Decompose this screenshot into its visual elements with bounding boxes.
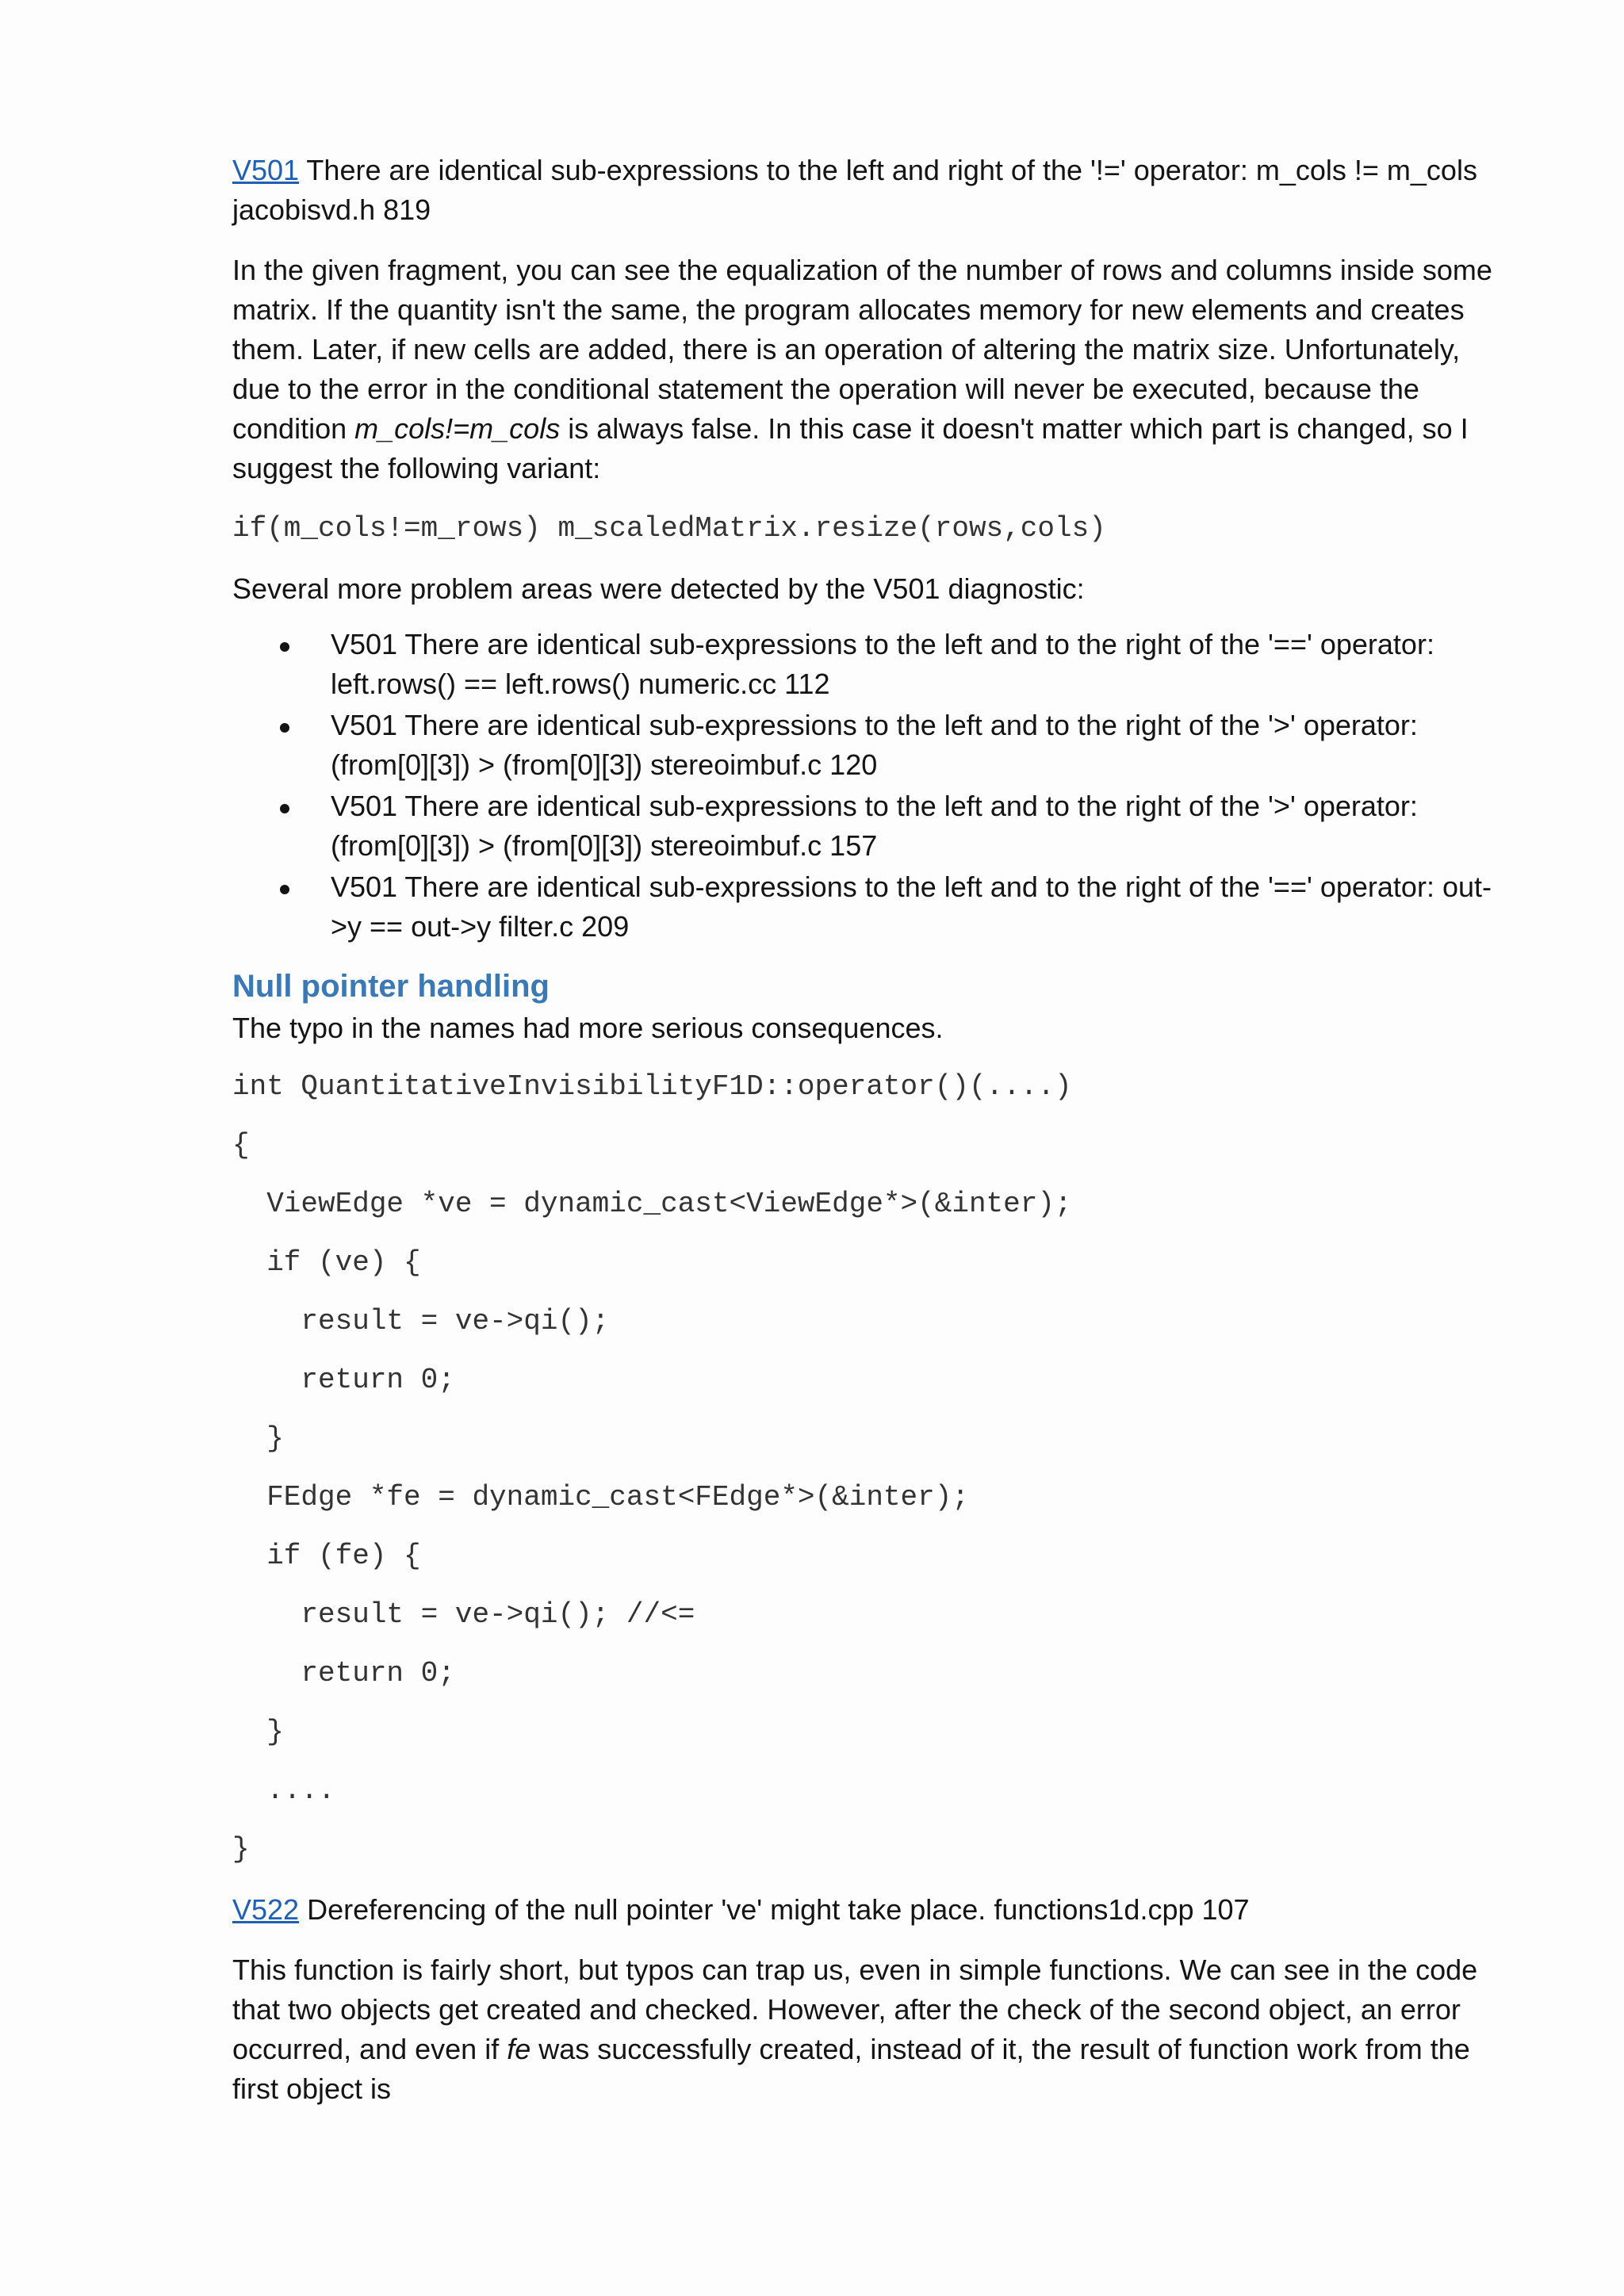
bullet-icon [280, 804, 289, 813]
code-line: FEdge *fe = dynamic_cast<FEdge*>(&inter); [232, 1481, 969, 1513]
v501-link[interactable]: V501 [232, 154, 300, 186]
section-intro: The typo in the names had more serious consequences. [232, 1012, 944, 1044]
code-line: .... [232, 1774, 335, 1807]
code-line: int QuantitativeInvisibilityF1D::operator()(....) [232, 1070, 1072, 1103]
list-item [232, 625, 1502, 704]
list-item-text: V501 There are identical sub-expressions to the left and to the right of the '>' operator: (from[0][3]) > (from[0][3]) stereoimbuf.c 120 [331, 709, 1418, 781]
code-line: } [232, 1422, 284, 1455]
code-line: return 0; [232, 1657, 455, 1689]
bullet-icon [280, 885, 289, 894]
code-line: if (fe) { [232, 1540, 421, 1572]
more-problems-intro: Several more problem areas were detected by the V501 diagnostic: [232, 572, 1085, 605]
code-line: } [232, 1833, 250, 1866]
diagnostic-v522 [232, 1890, 1502, 1930]
suggested-fix-code: if(m_cols!=m_rows) m_scaledMatrix.resize(rows,cols) [232, 512, 1106, 545]
closing-text-2: was successfully created, instead of it, the result of function work from the first object is [232, 2033, 1470, 2105]
explanation-italic: m_cols!=m_cols [354, 412, 561, 445]
diagnostic-list [232, 625, 1502, 947]
bullet-icon [280, 642, 289, 652]
code-line: return 0; [232, 1364, 455, 1396]
explanation-text-2: is always false. In this case it doesn't matter which part is changed, so I suggest the following variant: [232, 412, 1469, 484]
list-item-text: V501 There are identical sub-expressions to the left and to the right of the '==' operator: out->y == out->y filter.c 209 [331, 871, 1492, 943]
code-line: { [232, 1129, 250, 1161]
list-item [232, 867, 1502, 947]
code-line: if (ve) { [232, 1246, 421, 1279]
code-block [232, 1067, 1502, 1888]
closing-text-1: This function is fairly short, but typos can trap us, even in simple functions. We can see in the code that two objects get created and checked. However, after the check of the second object, an error occurred, and even if [232, 1954, 1478, 2065]
closing-paragraph [232, 1950, 1502, 2109]
code-line: result = ve->qi(); //<= [232, 1598, 695, 1631]
section-heading: Null pointer handling [232, 969, 550, 1004]
list-item-text: V501 There are identical sub-expressions to the left and to the right of the '>' operator: (from[0][3]) > (from[0][3]) stereoimbuf.c 157 [331, 790, 1418, 862]
diagnostic-v501-text: There are identical sub-expressions to the left and right of the '!=' operator: m_cols != m_cols jacobisvd.h 819 [232, 154, 1477, 226]
list-item [232, 706, 1502, 785]
code-line: } [232, 1716, 284, 1748]
bullet-icon [280, 723, 289, 733]
diagnostic-v522-text: Dereferencing of the null pointer 've' might take place. functions1d.cpp 107 [299, 1893, 1250, 1926]
explanation-text-1: In the given fragment, you can see the equalization of the number of rows and columns inside some matrix. If the quantity isn't the same, the program allocates memory for new elements and creates them. Later, if new cells are added, there is an operation of altering the matrix size. Unfortunately, due to the error in the conditional statement the operation will never be executed, because the condition [232, 254, 1492, 445]
explanation-paragraph [232, 251, 1502, 488]
diagnostic-v501 [232, 151, 1502, 230]
list-item [232, 786, 1502, 866]
v522-link[interactable]: V522 [232, 1893, 300, 1926]
list-item-text: V501 There are identical sub-expressions to the left and to the right of the '==' operator: left.rows() == left.rows() numeric.cc 112 [331, 628, 1434, 700]
code-line: ViewEdge *ve = dynamic_cast<ViewEdge*>(&inter); [232, 1188, 1072, 1220]
closing-italic: fe [507, 2033, 531, 2065]
code-line: result = ve->qi(); [232, 1305, 610, 1337]
